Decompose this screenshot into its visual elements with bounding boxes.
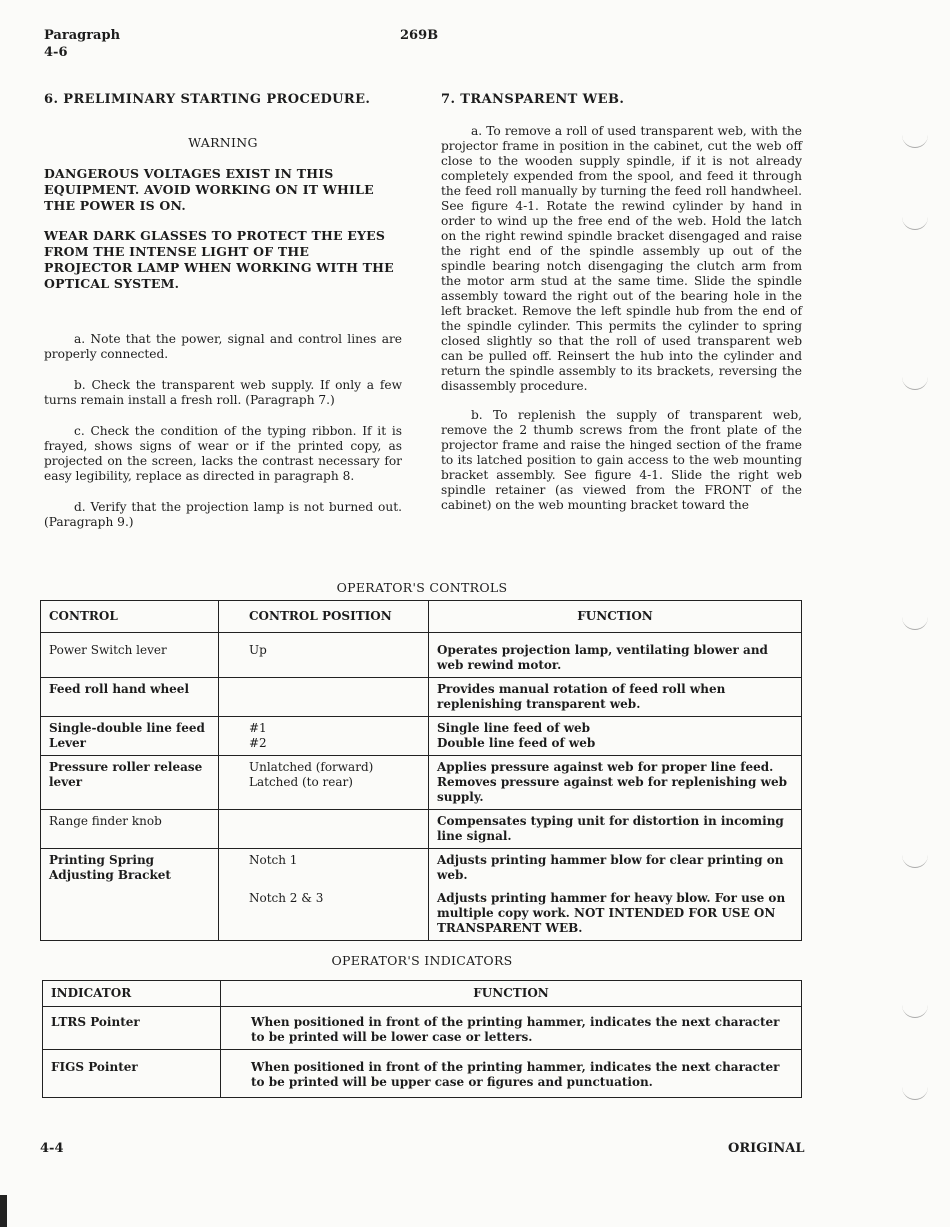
function-cell: Provides manual rotation of feed roll when replenishing transparent web.	[429, 678, 802, 717]
header-function: FUNCTION	[429, 601, 802, 633]
indicator-cell: FIGS Pointer	[43, 1050, 221, 1098]
table-row	[41, 756, 802, 810]
position-cell	[219, 678, 429, 717]
position-cell: Unlatched (forward) Latched (to rear)	[219, 756, 429, 810]
section-6-title: 6. PRELIMINARY STARTING PROCEDURE.	[44, 92, 371, 107]
table-row	[41, 633, 802, 678]
controls-table	[40, 600, 802, 941]
paragraph-number: 4-6	[44, 45, 68, 60]
margin-mark	[902, 377, 928, 390]
controls-table-title: OPERATOR'S CONTROLS	[336, 580, 508, 595]
table-row	[41, 717, 802, 756]
position-cell: Notch 2 & 3	[219, 887, 429, 941]
table-row	[41, 887, 802, 941]
section-6-para-b: b. Check the transparent web supply. If only a few turns remain install a fresh roll. (Paragraph 7.)	[44, 378, 402, 407]
indicator-function-cell: When positioned in front of the printing hammer, indicates the next character to be printed will be upper case or figures and punctuation.	[221, 1050, 802, 1098]
function-cell: Operates projection lamp, ventilating blower and web rewind motor.	[429, 633, 802, 678]
header-indicator-function: FUNCTION	[221, 981, 802, 1007]
section-6-para-a: a. Note that the power, signal and control lines are properly connected.	[44, 332, 402, 361]
table-row	[43, 1007, 802, 1050]
header-control-position: CONTROL POSITION	[219, 601, 429, 633]
section-7-para-b: b. To replenish the supply of transparent web, remove the 2 thumb screws from the front plate of the projector frame and raise the hinged section of the frame to its latched position to gain access to the web mounting bracket assembly. See figure 4-1. Slide the right web spindle retainer (as viewed from the FRONT of the cabinet) on the web mounting bracket toward the	[441, 408, 802, 512]
function-cell: Single line feed of web Double line feed of web	[429, 717, 802, 756]
indicator-function-cell: When positioned in front of the printing hammer, indicates the next character to be printed will be lower case or letters.	[221, 1007, 802, 1050]
control-cell: Range finder knob	[41, 810, 219, 849]
margin-mark	[902, 855, 928, 868]
table-row	[41, 849, 802, 888]
margin-mark	[902, 217, 928, 230]
warning-title: WARNING	[188, 135, 258, 150]
table-row	[41, 678, 802, 717]
paragraph-label: Paragraph	[44, 28, 121, 43]
control-cell	[41, 887, 219, 941]
margin-mark	[902, 617, 928, 630]
header-indicator: INDICATOR	[43, 981, 221, 1007]
table-row	[43, 1050, 802, 1098]
function-cell: Adjusts printing hammer for heavy blow. For use on multiple copy work. NOT INTENDED FOR USE ON TRANSPARENT WEB.	[429, 887, 802, 941]
section-6-para-d: d. Verify that the projection lamp is not burned out. (Paragraph 9.)	[44, 500, 402, 529]
header-control: CONTROL	[41, 601, 219, 633]
document-number: 269B	[400, 28, 439, 43]
indicators-table	[42, 980, 802, 1098]
control-cell: Pressure roller release lever	[41, 756, 219, 810]
section-7-title: 7. TRANSPARENT WEB.	[441, 92, 625, 107]
indicator-cell: LTRS Pointer	[43, 1007, 221, 1050]
function-cell: Compensates typing unit for distortion in incoming line signal.	[429, 810, 802, 849]
margin-mark	[902, 1087, 928, 1100]
function-cell: Adjusts printing hammer blow for clear printing on web.	[429, 849, 802, 888]
function-cell: Applies pressure against web for proper line feed. Removes pressure against web for replenishing web supply.	[429, 756, 802, 810]
position-cell: Notch 1	[219, 849, 429, 888]
position-cell: Up	[219, 633, 429, 678]
section-7-para-a: a. To remove a roll of used transparent web, with the projector frame in position in the cabinet, cut the web off close to the wooden supply spindle, if it is not already completely expended from the spool, and feed it through the feed roll manually by turning the feed roll handwheel. See figure 4-1. Rotate the rewind cylinder by hand in order to wind up the free end of the web. Hold the latch on the right rewind spindle bracket disengaged and raise the right end of the spindle assembly up out of the spindle bearing notch disengaging the clutch arm from the motor arm stud at the same time. Slide the spindle assembly toward the right out of the bearing hole in the left bracket. Remove the left spindle hub from the end of the spindle cylinder. This permits the cylinder to spring closed slightly so that the roll of used transparent web can be pulled off. Reinsert the hub into the cylinder and return the spindle assembly to its brackets, reversing the disassembly procedure.	[441, 124, 802, 393]
table-row	[41, 810, 802, 849]
control-cell: Printing Spring Adjusting Bracket	[41, 849, 219, 888]
section-6	[44, 92, 402, 530]
indicators-table-title: OPERATOR'S INDICATORS	[331, 953, 513, 968]
binding-edge	[0, 1195, 7, 1227]
control-cell: Power Switch lever	[41, 633, 219, 678]
control-cell: Single-double line feed Lever	[41, 717, 219, 756]
document-status: ORIGINAL	[728, 1141, 805, 1156]
position-cell	[219, 810, 429, 849]
page-number: 4-4	[40, 1141, 64, 1156]
warning-glasses: WEAR DARK GLASSES TO PROTECT THE EYES FROM THE INTENSE LIGHT OF THE PROJECTOR LAMP WHEN WORKING WITH THE OPTICAL SYSTEM.	[44, 228, 394, 291]
indicators-header-row	[43, 981, 802, 1007]
margin-mark	[902, 1005, 928, 1018]
control-cell: Feed roll hand wheel	[41, 678, 219, 717]
warning-voltage: DANGEROUS VOLTAGES EXIST IN THIS EQUIPMENT. AVOID WORKING ON IT WHILE THE POWER IS ON.	[44, 166, 374, 213]
position-cell: #1 #2	[219, 717, 429, 756]
section-6-para-c: c. Check the condition of the typing ribbon. If it is frayed, shows signs of wear or if the printed copy, as projected on the screen, lacks the contrast necessary for easy legibility, replace as directed in paragraph 8.	[44, 424, 402, 483]
controls-header-row	[41, 601, 802, 633]
margin-mark	[902, 135, 928, 148]
section-7	[441, 92, 802, 513]
